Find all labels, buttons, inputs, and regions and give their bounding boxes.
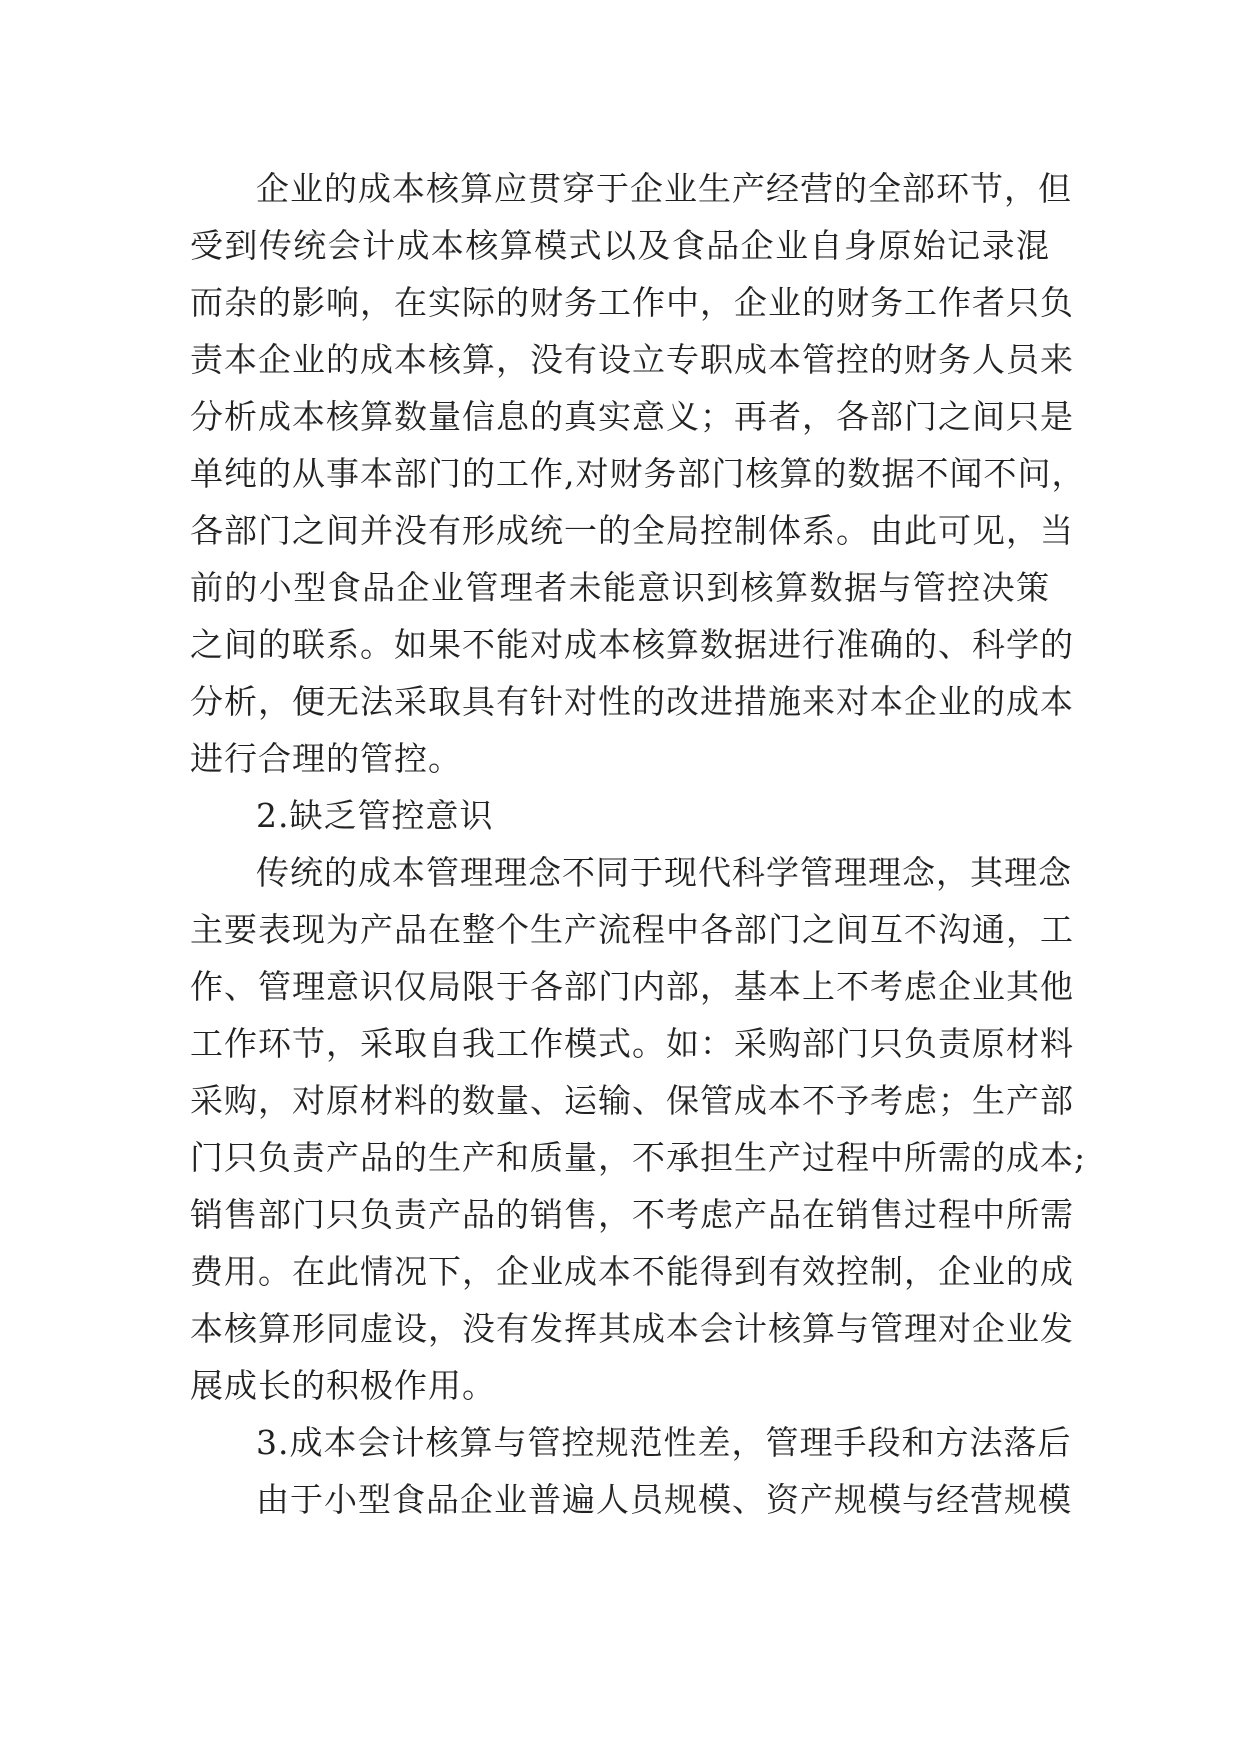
paragraph-management-awareness [190, 844, 1087, 1414]
paragraph-standardization [190, 1471, 1072, 1528]
text-line: 前的小型食品企业管理者未能意识到核算数据与管控决策 [190, 568, 1050, 607]
text-line: 企业的成本核算应贯穿于企业生产经营的全部环节，但 [256, 169, 1072, 208]
text-line: 销售部门只负责产品的销售，不考虑产品在销售过程中所需 [190, 1195, 1074, 1234]
text-line: 受到传统会计成本核算模式以及食品企业自身原始记录混 [190, 226, 1050, 265]
section-heading-2: 2.缺乏管控意识 [256, 796, 494, 835]
text-line: 本核算形同虚设，没有发挥其成本会计核算与管理对企业发 [190, 1309, 1074, 1348]
text-line: 主要表现为产品在整个生产流程中各部门之间互不沟通，工 [190, 910, 1074, 949]
document-body [190, 160, 1087, 1528]
section-heading-3: 3.成本会计核算与管控规范性差，管理手段和方法落后 [256, 1423, 1072, 1462]
text-line: 分析，便无法采取具有针对性的改进措施来对本企业的成本 [190, 682, 1074, 721]
text-line: 之间的联系。如果不能对成本核算数据进行准确的、科学的 [190, 625, 1074, 664]
text-line: 传统的成本管理理念不同于现代科学管理理念，其理念 [256, 853, 1072, 892]
text-line: 工作环节，采取自我工作模式。如：采购部门只负责原材料 [190, 1024, 1074, 1063]
text-line: 分析成本核算数量信息的真实意义；再者，各部门之间只是 [190, 397, 1074, 436]
text-line: 门只负责产品的生产和质量，不承担生产过程中所需的成本; [190, 1138, 1087, 1177]
text-line: 作、管理意识仅局限于各部门内部，基本上不考虑企业其他 [190, 967, 1074, 1006]
text-line: 单纯的从事本部门的工作,对财务部门核算的数据不闻不问， [190, 454, 1086, 493]
text-line: 而杂的影响，在实际的财务工作中，企业的财务工作者只负 [190, 283, 1074, 322]
text-line: 责本企业的成本核算，没有设立专职成本管控的财务人员来 [190, 340, 1074, 379]
text-line: 各部门之间并没有形成统一的全局控制体系。由此可见，当 [190, 511, 1074, 550]
text-line: 进行合理的管控。 [190, 739, 462, 778]
paragraph-cost-accounting [190, 160, 1086, 787]
text-line: 费用。在此情况下，企业成本不能得到有效控制，企业的成 [190, 1252, 1074, 1291]
text-line: 展成长的积极作用。 [190, 1366, 496, 1405]
text-line: 由于小型食品企业普遍人员规模、资产规模与经营规模 [256, 1480, 1072, 1519]
text-line: 采购，对原材料的数量、运输、保管成本不予考虑；生产部 [190, 1081, 1074, 1120]
